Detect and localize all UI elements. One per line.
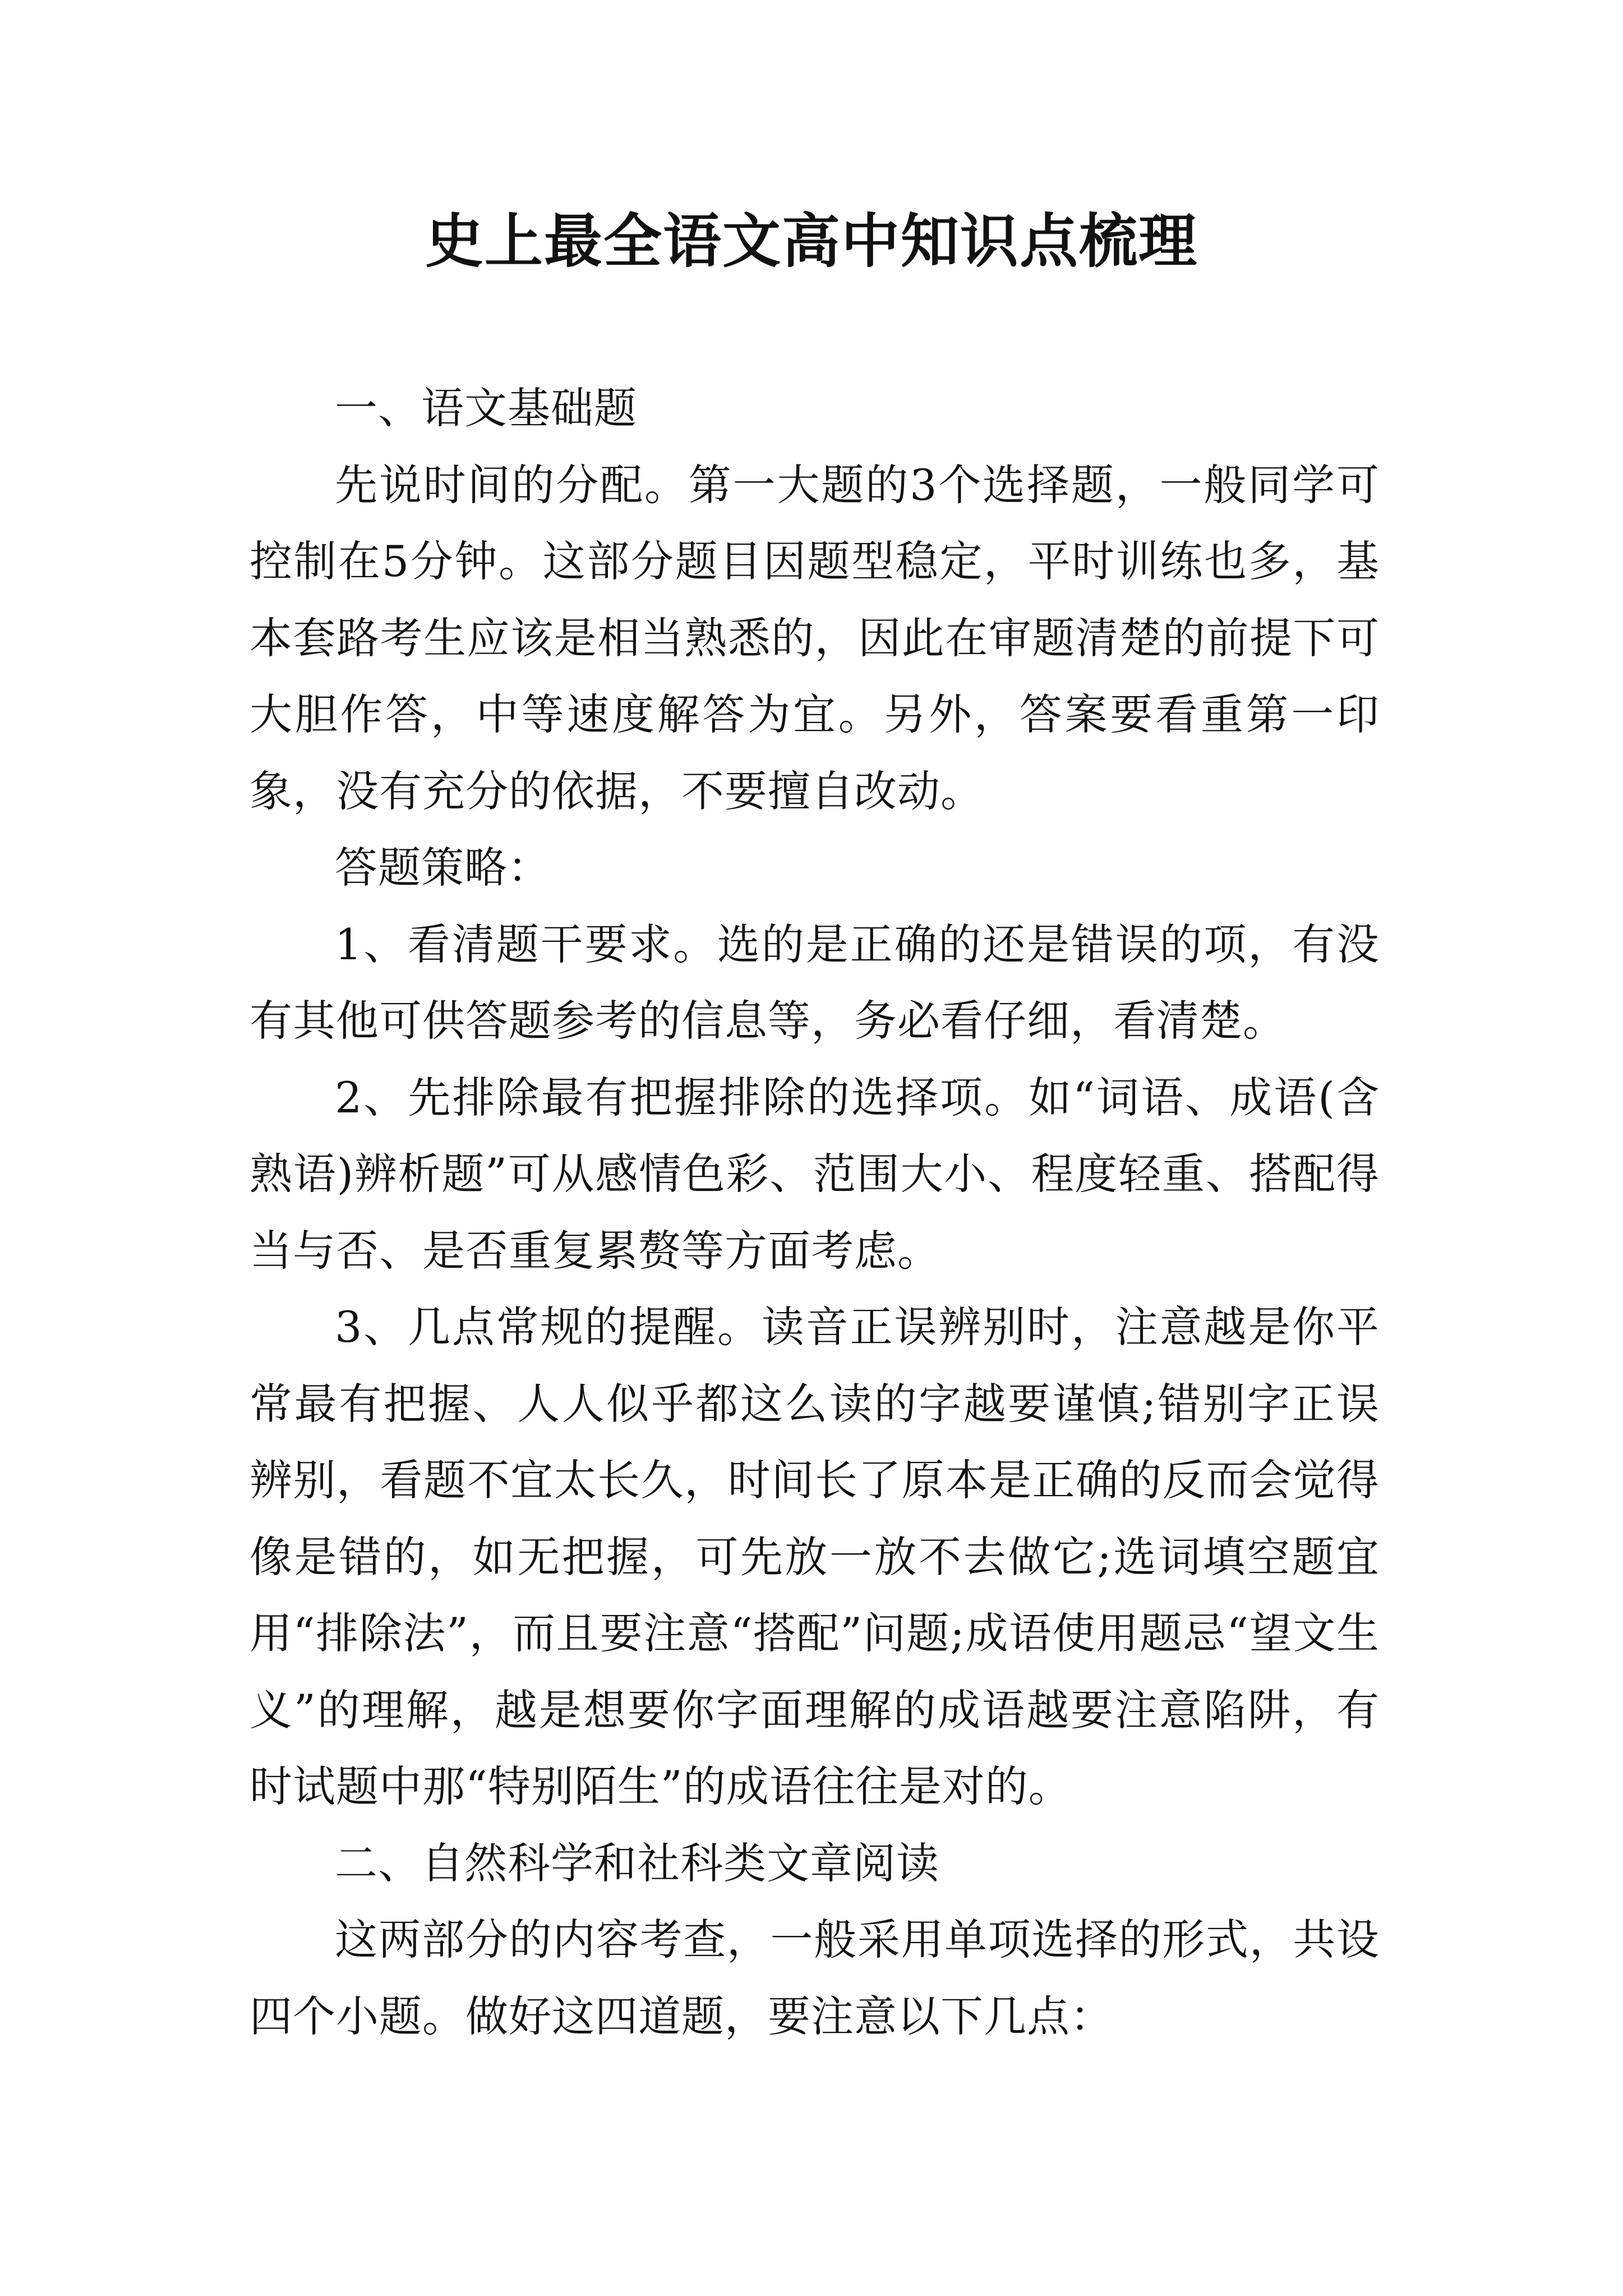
paragraph-strategy-heading: 答题策略：: [335, 843, 551, 892]
paragraph-time-allocation: 先说时间的分配。第一大题的3个选择题，一般同学可控制在5分钟。这部分题目因题型稳定，平时训练也多，基本套路考生应该是相当熟悉的，因此在审题清楚的前提下可大胆作答，中等速度解答为宜。另外，答案要看重第一印象，没有充分的依据，不要擅自改动。: [250, 459, 1380, 816]
document-body: [250, 370, 1380, 2055]
paragraph-strategy-3: 3、几点常规的提醒。读音正误辨别时，注意越是你平常最有把握、人人似乎都这么读的字越要谨慎;错别字正误辨别，看题不宜太长久，时间长了原本是正确的反而会觉得像是错的，如无把握，可先放一放不去做它;选词填空题宜用“排除法”，而且要注意“搭配”问题;成语使用题忌“望文生义”的理解，越是想要你字面理解的成语越要注意陷阱，有时试题中那“特别陌生”的成语往往是对的。: [250, 1302, 1380, 1811]
paragraph-strategy-2: 2、先排除最有把握排除的选择项。如“词语、成语(含熟语)辨析题”可从感情色彩、范围大小、程度轻重、搭配得当与否、是否重复累赘等方面考虑。: [250, 1072, 1380, 1276]
paragraph-strategy-1: 1、看清题干要求。选的是正确的还是错误的项，有没有其他可供答题参考的信息等，务必看仔细，看清楚。: [250, 919, 1380, 1046]
document-title: 史上最全语文高中知识点梳理: [425, 206, 1198, 275]
section-heading-basics: 一、语文基础题: [335, 383, 637, 433]
paragraph-reading-intro: 这两部分的内容考查，一般采用单项选择的形式，共设四个小题。做好这四道题，要注意以下几点：: [250, 1915, 1380, 2041]
section-heading-reading: 二、自然科学和社科类文章阅读: [335, 1838, 939, 1888]
